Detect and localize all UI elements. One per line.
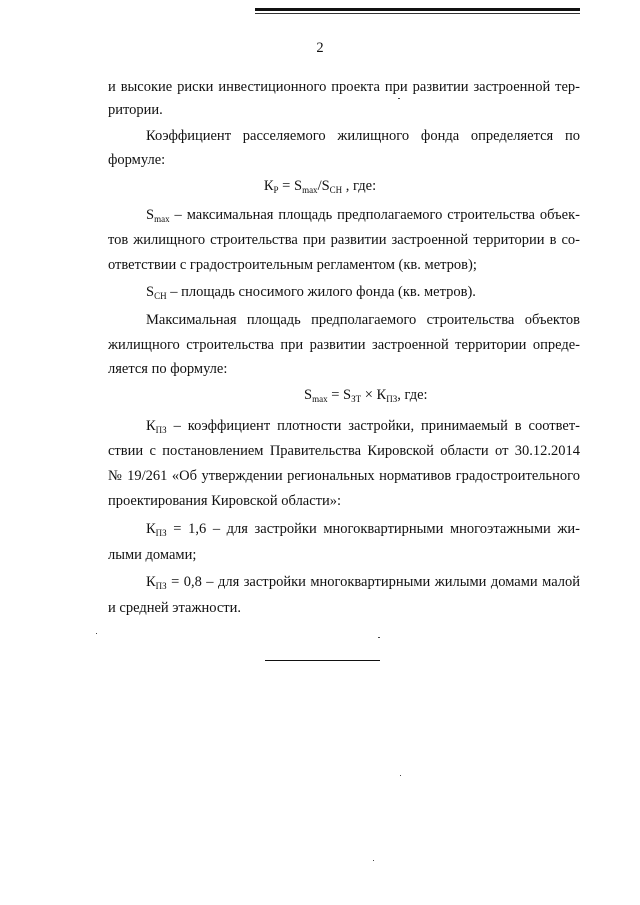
- scan-speck: [373, 860, 374, 861]
- formula-smax: $S_{max} = S_{ЗТ} \times К_{ПЗ}$, где:: [304, 387, 428, 404]
- def-kpz-line4: проектирования Кировской области»:: [108, 493, 342, 509]
- kpz-08-line1: $К_{ПЗ} = 0,8$ – для застройки многоквартирными жилыми домами малой: [146, 574, 581, 591]
- top-rule-thin: [255, 13, 580, 14]
- def-kpz-line2: ствии с постановлением Правительства Кировской области от 30.12.2014: [108, 443, 580, 459]
- def-ssn: $S_{СН}$ – площадь сносимого жилого фонда (кв. метров).: [146, 284, 476, 301]
- def-smax-line1: $S_{max}$ – максимальная площадь предполагаемого строительства объек-: [146, 207, 580, 224]
- scan-speck: [398, 98, 400, 99]
- scan-speck: [96, 633, 97, 634]
- def-kpz-line1: $К_{ПЗ}$ – коэффициент плотности застройки, принимаемый в соответ-: [146, 418, 581, 435]
- formula-k: К: [263, 178, 274, 194]
- def-kpz-line3: № 19/261 «Об утверждении региональных нормативов градостроительного: [108, 468, 580, 484]
- formula-kr: $К_Р = S_{max}/S_{СН}$ , где:: [263, 178, 377, 195]
- para2-line1: Коэффициент расселяемого жилищного фонда определяется по: [146, 128, 580, 144]
- def-smax-line2: тов жилищного строительства при развитии застроенной территории в со-: [108, 232, 580, 248]
- top-rule: [255, 8, 580, 11]
- para3-line3: ляется по формуле:: [108, 361, 228, 377]
- para3-line1: Максимальная площадь предполагаемого строительства объектов: [146, 312, 580, 328]
- scan-speck: [378, 637, 380, 638]
- para1-line1: и высокие риски инвестиционного проекта при развитии застроенной тер-: [108, 79, 580, 95]
- para2-line2: формуле:: [108, 152, 166, 168]
- def-smax-line3: ответствии с градостроительным регламентом (кв. метров);: [108, 257, 477, 273]
- kpz-16-line2: лыми домами;: [108, 547, 197, 563]
- end-rule: [265, 660, 380, 661]
- para3-line2: жилищного строительства при развитии застроенной территории опреде-: [108, 337, 580, 353]
- page-number: 2: [316, 40, 324, 56]
- kpz-16-line1: $К_{ПЗ} = 1,6$ – для застройки многоквартирными многоэтажными жи-: [146, 521, 580, 538]
- para1-line2: ритории.: [108, 102, 163, 118]
- scan-speck: [400, 775, 401, 776]
- kpz-08-line2: и средней этажности.: [108, 600, 241, 616]
